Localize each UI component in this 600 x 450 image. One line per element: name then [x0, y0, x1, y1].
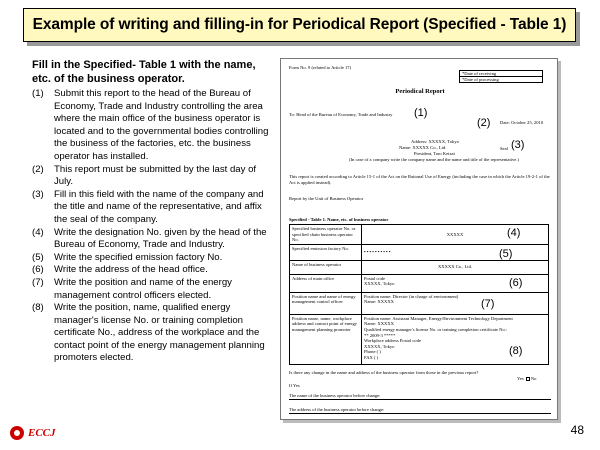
list-item: (4) Write the designation No. given by the head of the Bureau of Economy, Trade and Industry. — [32, 226, 267, 251]
receipt-box — [459, 70, 543, 83]
row-value: Position name: Director (in charge of environment) Name: XXXXX — [362, 292, 549, 314]
page-number: 48 — [570, 423, 584, 437]
no-option[interactable]: No — [530, 376, 537, 381]
logo-mark-icon — [10, 426, 24, 440]
row-label: Name of business operator — [290, 260, 362, 274]
representative: President, Taro Keizai — [414, 151, 455, 156]
instructions-heading: Fill in the Specified- Table 1 with the name, etc. of the business operator. — [32, 59, 256, 85]
slide-title-box — [23, 8, 576, 42]
marker-4: (4) — [507, 227, 521, 239]
list-item: (7) Write the position and name of the energy management control officers elected. — [32, 276, 232, 301]
statement: This report is created according to Article 15-1 of the Act on the Rational Use of Energy (including the case in which the Article 19-2-1 of the Act is applied instead). — [289, 174, 550, 185]
logo-text: ECCJ — [28, 427, 56, 439]
address-before-label: The address of the business operator before change: — [289, 407, 385, 412]
row-value: XXXXX Co., Ltd. — [362, 260, 549, 274]
row-label: Position name, name, workplace address and contact point of energy management planning promoter — [290, 314, 362, 364]
table-row — [290, 260, 549, 274]
row-label: Position name and name of energy management control officer — [290, 292, 362, 314]
table-heading: Specified - Table 1. Name, etc. of business operator — [289, 217, 389, 222]
report-date: Date: October 25, 2010 — [500, 120, 544, 125]
row-value: XXXXX — [362, 225, 549, 245]
address-before-field — [289, 407, 551, 414]
name-before-field — [289, 393, 551, 400]
table-row — [290, 292, 549, 314]
marker-7: (7) — [481, 298, 495, 310]
list-item: (5) Write the specified emission factory No. — [32, 251, 223, 263]
yes-option[interactable]: Yes — [517, 376, 524, 381]
company-note: (In case of a company write the company name and the name and title of the representative.) — [349, 157, 520, 162]
list-item: (2) This report must be submitted by the last day of July. — [32, 163, 257, 188]
no-checkbox[interactable] — [526, 377, 530, 381]
list-item: (6) Write the address of the head office. — [32, 264, 208, 276]
change-question: Is there any change in the name and address of the business operator from those in the previous report? — [289, 370, 479, 375]
processing-date: *Date of processing — [462, 77, 499, 82]
marker-1: (1) — [414, 107, 428, 119]
yes-no-options — [517, 376, 536, 382]
instructions-list — [32, 88, 272, 365]
operator-table — [289, 224, 549, 365]
eccj-logo — [10, 426, 56, 440]
instructions-panel — [32, 58, 272, 365]
list-item: (1) Submit this report to the head of the Bureau of Economy, Trade and Industry controlling the area where the main office of the business operator is located and to the governmental bodies controlling the business of the factories, etc. the business operator has installed. — [32, 88, 269, 162]
name-before-label: The name of the business operator before change: — [289, 393, 381, 398]
row-label: Specified business operator No. or specified chain business operator No. — [290, 225, 362, 245]
row-value: • • • • • • • • • • — [362, 244, 549, 260]
marker-6: (6) — [509, 277, 523, 289]
row-value: Position name: Assistant Manager, Energy/Environment Technology Department Name: XXXXX Qualified energy manager's license No. or training completion certificate No.: ** 2009-3 ***** Workplace address Postal code XXXXX, Tokyo Phone ( ) FAX ( ) — [362, 314, 549, 364]
form-number: Form No. 9 (related to Article 17) — [289, 65, 352, 70]
if-yes-label: If Yes — [289, 383, 300, 388]
company-address: Address: XXXXX, Tokyo — [411, 139, 459, 144]
company-name: Name: XXXXX Co., Ltd. — [399, 145, 447, 150]
addressee: To: Head of the Bureau of Economy, Trade and Industry — [289, 112, 393, 117]
list-item: (8) Write the position, name, qualified energy manager's license No. or training completion certificate No., address of the workplace and the contact point of the energy management planning promoters elected. — [32, 302, 265, 364]
receipt-date: *Date of receiving — [460, 71, 542, 77]
document-title: Periodical Report — [395, 88, 445, 95]
list-item: (3) Fill in this field with the name of the company and the title and name of the representative, and affix the seal of the company. — [32, 188, 264, 225]
form-document — [280, 58, 558, 420]
marker-2: (2) — [477, 117, 491, 129]
row-label: Address of main office — [290, 274, 362, 292]
marker-8: (8) — [509, 345, 523, 357]
report-unit: Report by the Unit of Business Operator — [289, 196, 364, 201]
marker-5: (5) — [499, 248, 513, 260]
row-label: Specified emission factory No. — [290, 244, 362, 260]
slide-title: Example of writing and filling-in for Periodical Report (Specified - Table 1) — [32, 16, 567, 33]
row-value: Postal code XXXXX, Tokyo — [362, 274, 549, 292]
seal-label: Seal — [500, 146, 508, 151]
marker-3: (3) — [511, 139, 525, 151]
